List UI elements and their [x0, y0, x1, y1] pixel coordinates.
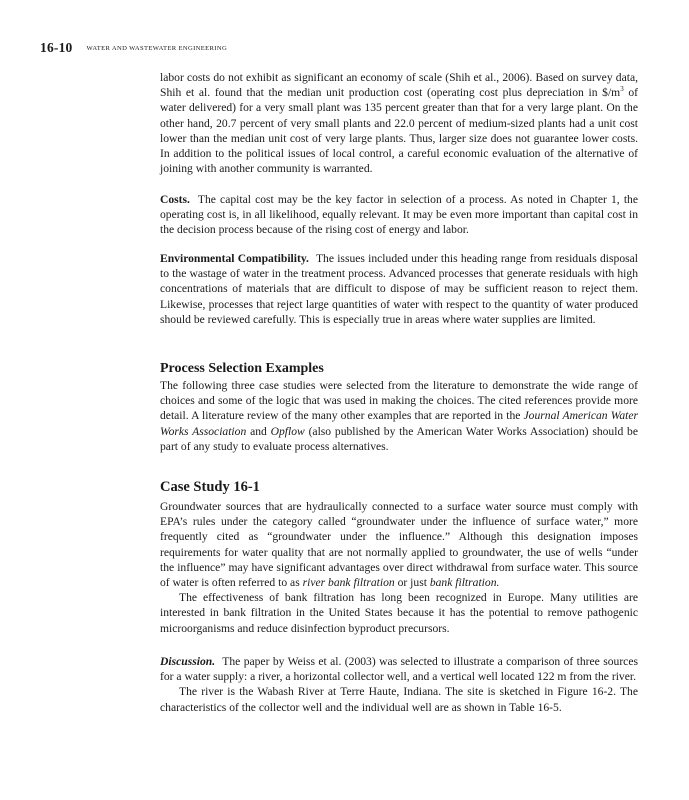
process-selection-heading: Process Selection Examples	[160, 361, 324, 376]
environmental-paragraph	[160, 251, 638, 327]
running-head: WATER AND WASTEWATER ENGINEERING	[86, 45, 228, 52]
case-study-paragraph-2: The effectiveness of bank filtration has long been recognized in Europe. Many utilities are interested in bank filtration in the United States because it has the potential to remove pathogenic microorganisms and reduce disinfection byproduct precursors.	[160, 591, 638, 635]
river-bank-filtration-term: river bank filtration	[302, 576, 395, 590]
discussion-paragraph-1	[160, 654, 638, 684]
process-selection-section	[160, 360, 638, 378]
case-study-paragraph-1	[160, 499, 638, 590]
environmental-section	[160, 251, 638, 327]
superscript-3: 3	[620, 85, 624, 94]
costs-text: The capital cost may be the key factor in selection of a process. As noted in Chapter 1, the operating cost is, in all likelihood, equally relevant. It may be even more important than capital cost in the decision process because of the rising cost of energy and labor.	[160, 193, 638, 237]
intro-paragraph-block	[160, 70, 638, 176]
discussion-paragraph-2: The river is the Wabash River at Terre Haute, Indiana. The site is sketched in Figure 16-2. The characteristics of the collector well and the individual well are as shown in Table 16-5.	[160, 685, 638, 714]
process-selection-text-2: and	[246, 424, 271, 438]
discussion-text-1: The paper by Weiss et al. (2003) was selected to illustrate a comparison of three sources for a water supply: a river, a horizontal collector well, and a vertical well located 122 m from the river.	[160, 655, 638, 684]
page-header	[40, 39, 227, 57]
process-selection-paragraph	[160, 378, 638, 454]
page-number: 16-10	[40, 40, 73, 55]
costs-section	[160, 192, 638, 238]
discussion-section	[160, 654, 638, 715]
opflow-title: Opflow	[270, 424, 305, 438]
costs-paragraph	[160, 192, 638, 238]
process-selection-text-3: (also published by the American Water Works Association) should be part of any study to evaluate process alternatives.	[160, 424, 638, 453]
process-selection-text-1: The following three case studies were selected from the literature to demonstrate the wide range of choices and some of the logic that was used in making the choices. The cited references provide more detail. A literature review of the many other examples that are reported in the	[160, 379, 638, 423]
intro-text-1: labor costs do not exhibit as significant an economy of scale (Shih et al., 2006). Based on survey data, Shih et al. found that the median unit production cost (operating cost plus depreciation in $/m	[160, 71, 638, 100]
intro-paragraph	[160, 70, 638, 176]
discussion-heading: Discussion.	[160, 655, 216, 668]
journal-title: Journal American Water Works Association	[160, 409, 638, 438]
environmental-text: The issues included under this heading range from residuals disposal to the wastage of water in the treatment process. Advanced processes that generate residuals with high concentrations of materials that are difficult to dispose of may be sufficient reason to reject them. Likewise, processes that reject large quantities of water with respect to the quantity of water produced should be reviewed carefully. This is especially true in areas where water supplies are limited.	[160, 252, 638, 326]
case-study-section	[160, 478, 638, 496]
intro-text-2: of water delivered) for a very small plant was 135 percent greater than that for a very large plant. On the other hand, 20.7 percent of very small plants and 22.0 percent of medium-sized plants had a unit cost lower than the median unit cost of very large plants. Thus, larger size does not guarantee lower costs. In addition to the political issues of local control, a careful economic evaluation of the alternative of joining with another community is warranted.	[160, 86, 639, 176]
case-study-body	[160, 499, 638, 636]
case-study-heading: Case Study 16-1	[160, 479, 260, 495]
bank-filtration-term: bank filtration.	[429, 576, 500, 590]
case-study-text-1: Groundwater sources that are hydraulically connected to a surface water source must comply with EPA’s rules under the category called “groundwater under the influence of surface water,” more frequently cited as “groundwater under the influence.” Although this designation imposes requirements for water quality that are not normally applied to groundwater, the use of wells “under the influence” may have significant advantages over direct withdrawal from surface water. This source of water is often referred to as	[160, 500, 638, 590]
environmental-heading: Environmental Compatibility.	[160, 252, 309, 265]
case-study-text-2: or just	[394, 576, 430, 590]
process-selection-body	[160, 378, 638, 454]
costs-heading: Costs.	[160, 193, 190, 206]
